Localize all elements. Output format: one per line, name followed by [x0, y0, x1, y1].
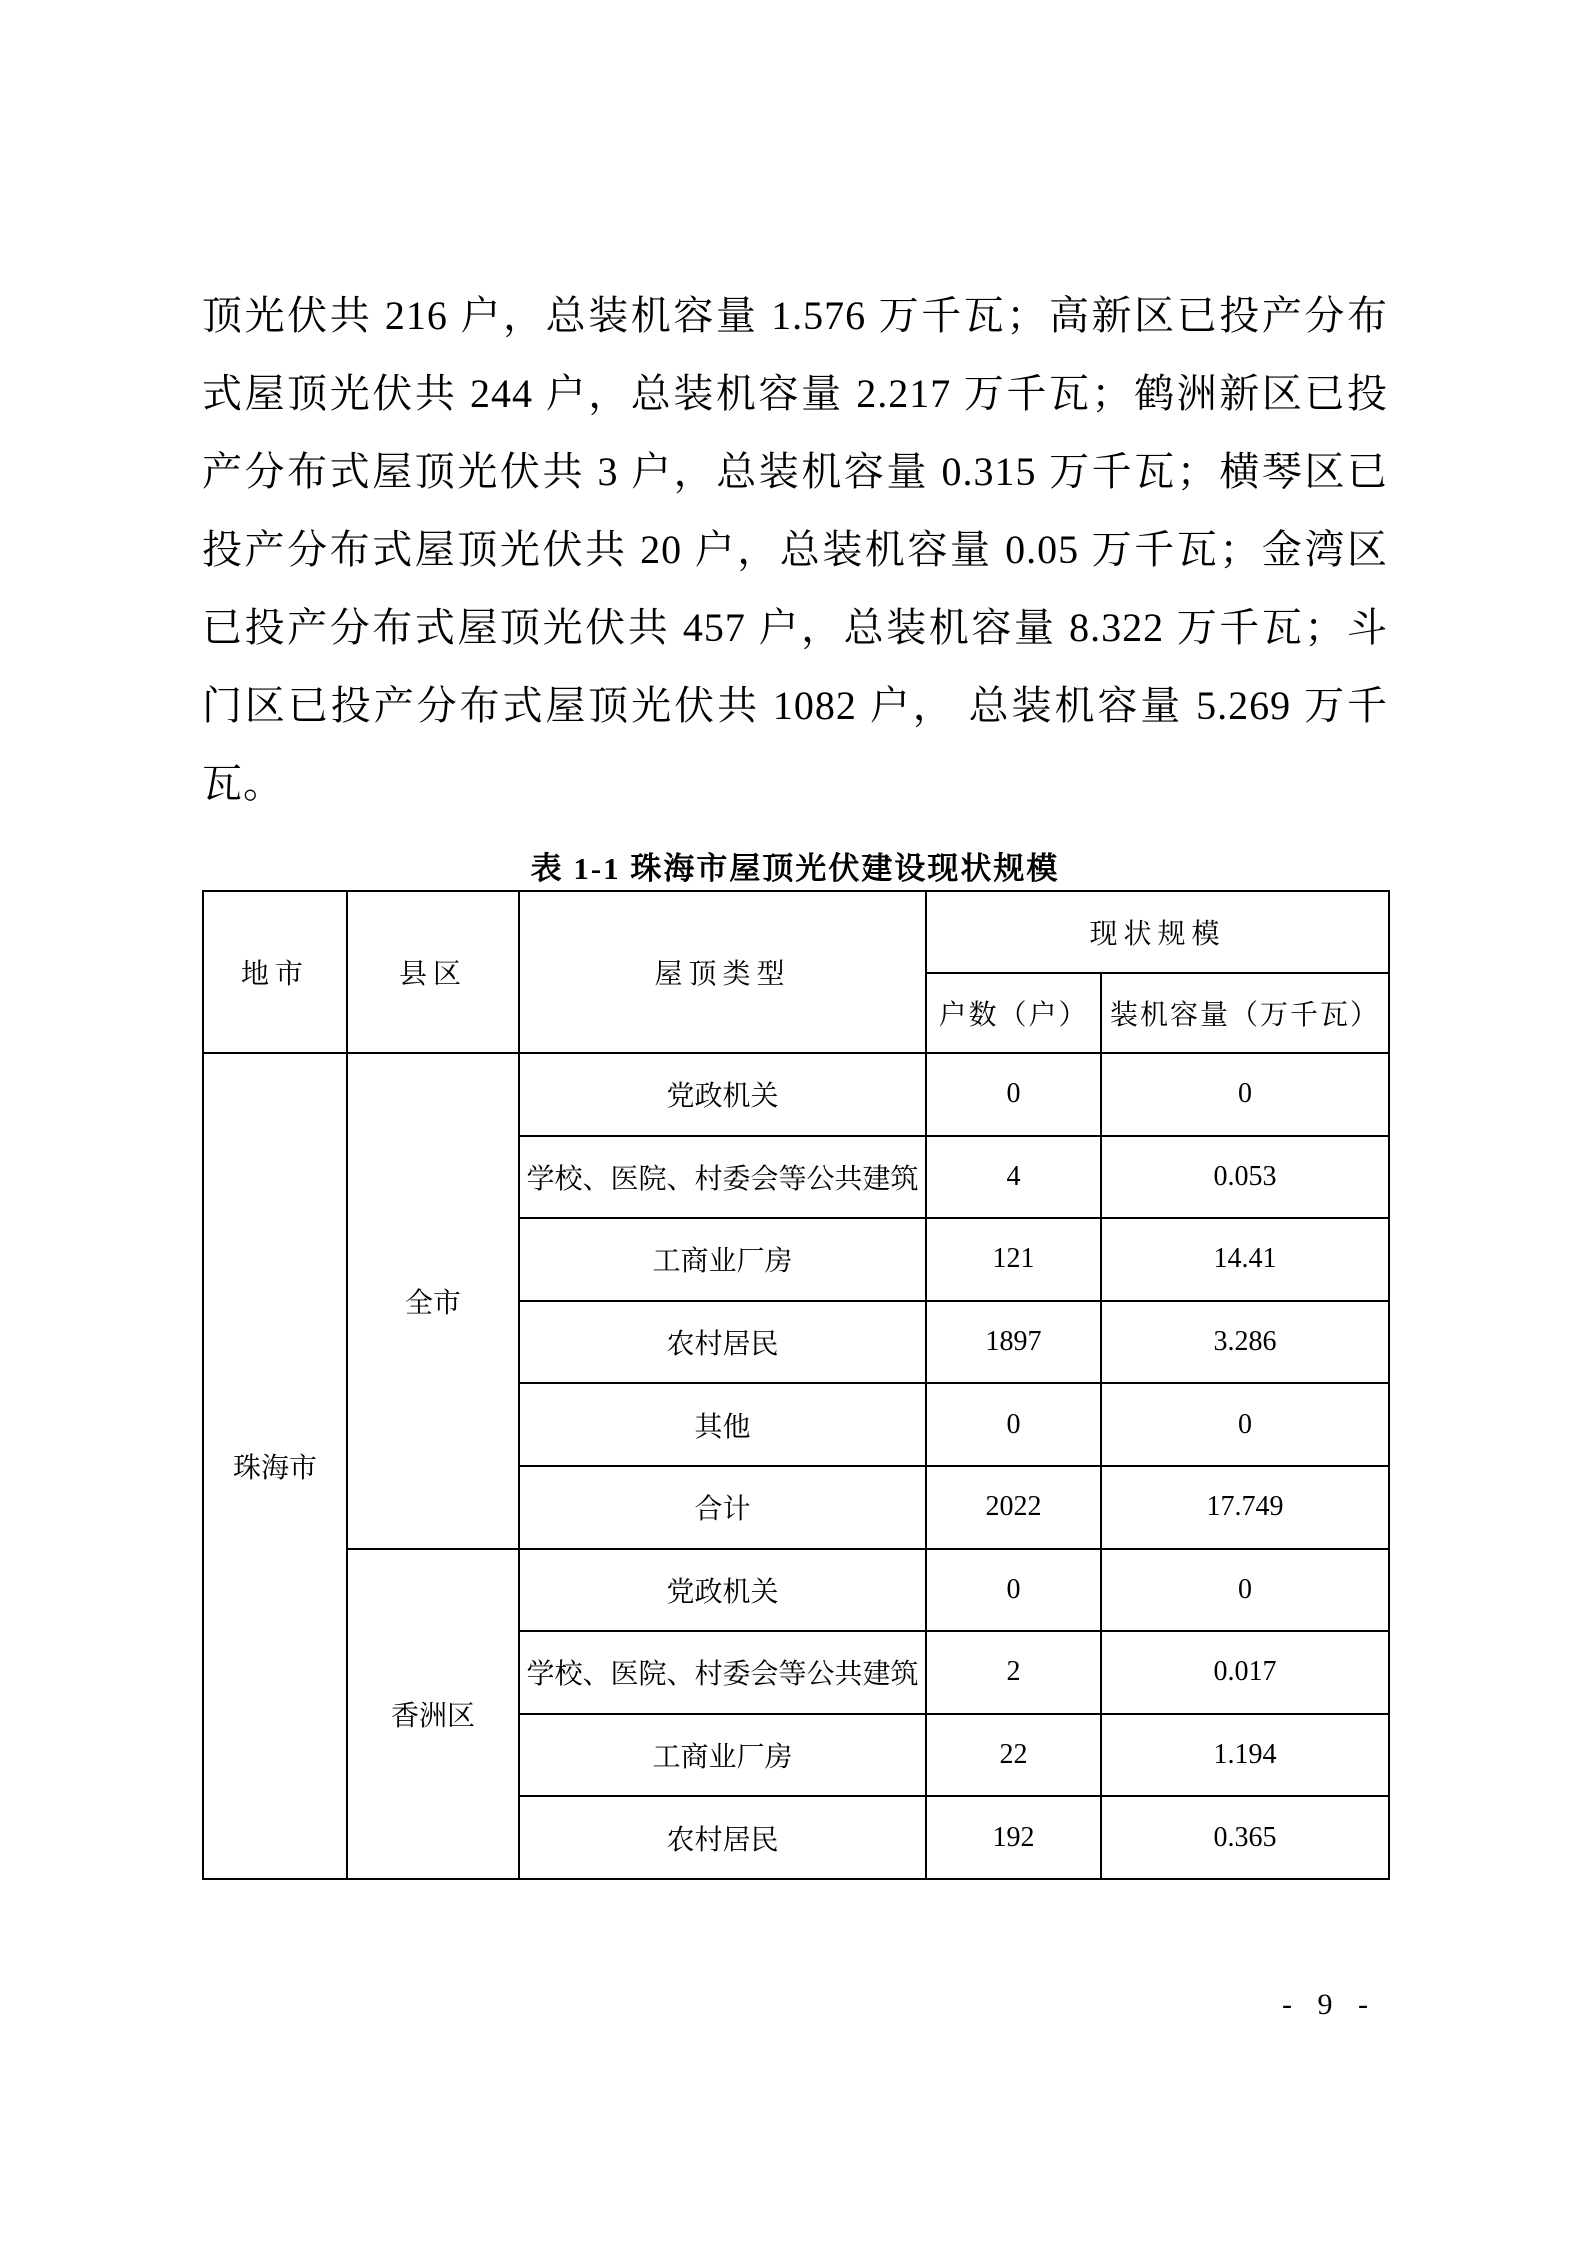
cell-county-citywide: 全市	[347, 1053, 519, 1549]
cell-households: 4	[926, 1136, 1101, 1219]
page-number: - 9 -	[1282, 1988, 1377, 2021]
cell-roof-type: 农村居民	[519, 1301, 926, 1384]
cell-capacity: 0.017	[1101, 1631, 1389, 1714]
cell-households: 22	[926, 1714, 1101, 1797]
paragraph-line: 式屋顶光伏共 244 户，总装机容量 2.217 万千瓦；鹤洲新区已投	[202, 371, 1388, 416]
cell-capacity: 1.194	[1101, 1714, 1389, 1797]
cell-roof-type: 党政机关	[519, 1053, 926, 1136]
header-scale-group: 现状规模	[926, 891, 1389, 973]
cell-households: 121	[926, 1218, 1101, 1301]
paragraph-line: 产分布式屋顶光伏共 3 户，总装机容量 0.315 万千瓦；横琴区已	[202, 449, 1388, 494]
paragraph-line: 已投产分布式屋顶光伏共 457 户，总装机容量 8.322 万千瓦；斗	[202, 605, 1388, 650]
cell-roof-type: 学校、医院、村委会等公共建筑	[519, 1631, 926, 1714]
cell-roof-type: 党政机关	[519, 1549, 926, 1632]
cell-capacity: 0.365	[1101, 1796, 1389, 1879]
cell-households: 0	[926, 1053, 1101, 1136]
cell-capacity: 0	[1101, 1549, 1389, 1632]
paragraph-line: 顶光伏共 216 户，总装机容量 1.576 万千瓦；高新区已投产分布	[202, 293, 1388, 338]
header-capacity: 装机容量（万千瓦）	[1101, 973, 1389, 1053]
cell-city: 珠海市	[203, 1053, 347, 1879]
cell-roof-type: 农村居民	[519, 1796, 926, 1879]
cell-roof-type: 学校、医院、村委会等公共建筑	[519, 1136, 926, 1219]
cell-roof-type: 合计	[519, 1466, 926, 1549]
cell-roof-type: 其他	[519, 1383, 926, 1466]
cell-households: 2	[926, 1631, 1101, 1714]
table-row	[203, 1053, 1389, 1136]
paragraph-line: 门区已投产分布式屋顶光伏共 1082 户， 总装机容量 5.269 万千	[202, 683, 1388, 728]
cell-capacity: 17.749	[1101, 1466, 1389, 1549]
header-county: 县区	[347, 891, 519, 1053]
header-city: 地市	[203, 891, 347, 1053]
cell-households: 2022	[926, 1466, 1101, 1549]
header-households: 户数（户）	[926, 973, 1101, 1053]
body-paragraph	[202, 277, 1388, 823]
cell-households: 1897	[926, 1301, 1101, 1384]
cell-households: 0	[926, 1383, 1101, 1466]
table-row	[203, 1549, 1389, 1632]
pv-status-table	[202, 890, 1390, 1880]
paragraph-line: 瓦。	[202, 761, 284, 806]
cell-capacity: 0	[1101, 1383, 1389, 1466]
cell-roof-type: 工商业厂房	[519, 1218, 926, 1301]
table-caption: 表 1-1 珠海市屋顶光伏建设现状规模	[530, 851, 1060, 886]
cell-capacity: 14.41	[1101, 1218, 1389, 1301]
cell-capacity: 0	[1101, 1053, 1389, 1136]
paragraph-line: 投产分布式屋顶光伏共 20 户，总装机容量 0.05 万千瓦；金湾区	[202, 527, 1388, 572]
cell-county-xiangzhou: 香洲区	[347, 1549, 519, 1879]
header-roof-type: 屋顶类型	[519, 891, 926, 1053]
cell-capacity: 0.053	[1101, 1136, 1389, 1219]
cell-capacity: 3.286	[1101, 1301, 1389, 1384]
cell-households: 0	[926, 1549, 1101, 1632]
cell-roof-type: 工商业厂房	[519, 1714, 926, 1797]
cell-households: 192	[926, 1796, 1101, 1879]
